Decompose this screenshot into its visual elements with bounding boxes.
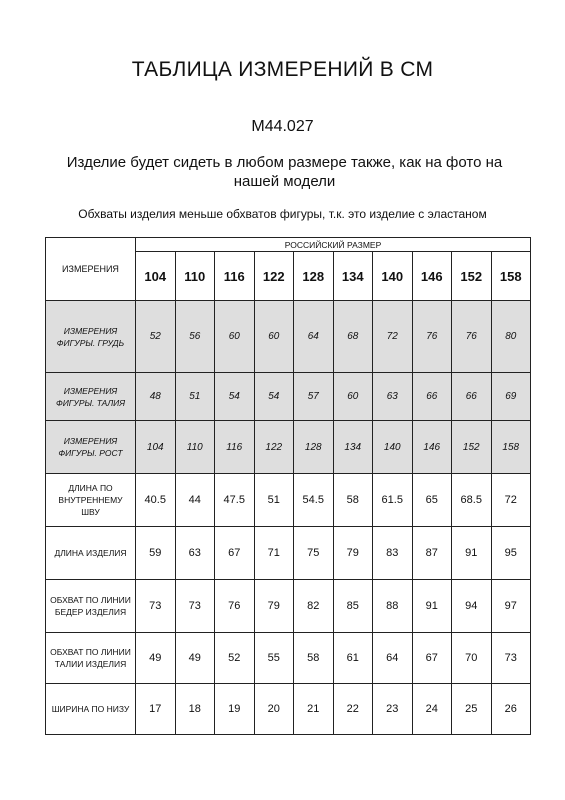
table-cell: 73: [175, 580, 215, 633]
row-label: ДЛИНА ИЗДЕЛИЯ: [46, 527, 136, 580]
table-cell: 65: [412, 474, 452, 527]
table-cell: 59: [136, 527, 176, 580]
table-cell: 57: [294, 373, 334, 421]
row-label: ИЗМЕРЕНИЯ ФИГУРЫ. ГРУДЬ: [46, 301, 136, 373]
table-cell: 18: [175, 684, 215, 735]
size-header-cell: 122: [254, 252, 294, 301]
table-cell: 19: [215, 684, 255, 735]
row-label: ОБХВАТ ПО ЛИНИИ ТАЛИИ ИЗДЕЛИЯ: [46, 633, 136, 684]
table-cell: 47.5: [215, 474, 255, 527]
table-cell: 60: [215, 301, 255, 373]
table-cell: 76: [452, 301, 492, 373]
table-cell: 26: [491, 684, 531, 735]
table-cell: 68: [333, 301, 373, 373]
table-cell: 54.5: [294, 474, 334, 527]
table-cell: 66: [452, 373, 492, 421]
table-cell: 73: [136, 580, 176, 633]
table-cell: 75: [294, 527, 334, 580]
table-row: [46, 527, 531, 580]
table-row: [46, 580, 531, 633]
table-cell: 140: [373, 421, 413, 474]
row-label: ОБХВАТ ПО ЛИНИИ БЕДЕР ИЗДЕЛИЯ: [46, 580, 136, 633]
table-cell: 146: [412, 421, 452, 474]
table-cell: 56: [175, 301, 215, 373]
table-cell: 72: [373, 301, 413, 373]
table-cell: 87: [412, 527, 452, 580]
table-cell: 69: [491, 373, 531, 421]
table-cell: 61: [333, 633, 373, 684]
table-cell: 64: [373, 633, 413, 684]
table-cell: 54: [254, 373, 294, 421]
table-cell: 49: [136, 633, 176, 684]
table-cell: 79: [333, 527, 373, 580]
table-row: [46, 421, 531, 474]
table-cell: 48: [136, 373, 176, 421]
table-cell: 71: [254, 527, 294, 580]
table-row: [46, 373, 531, 421]
table-cell: 61.5: [373, 474, 413, 527]
size-header-cell: 158: [491, 252, 531, 301]
size-header-cell: 128: [294, 252, 334, 301]
table-cell: 83: [373, 527, 413, 580]
table-row: [46, 684, 531, 735]
size-header-cell: 140: [373, 252, 413, 301]
row-label: ИЗМЕРЕНИЯ ФИГУРЫ. РОСТ: [46, 421, 136, 474]
table-row: [46, 301, 531, 373]
table-row: [46, 633, 531, 684]
table-cell: 82: [294, 580, 334, 633]
table-cell: 72: [491, 474, 531, 527]
size-header-cell: 116: [215, 252, 255, 301]
table-cell: 64: [294, 301, 334, 373]
table-cell: 134: [333, 421, 373, 474]
table-cell: 79: [254, 580, 294, 633]
size-header-group-row: [46, 238, 531, 252]
row-label: ШИРИНА ПО НИЗУ: [46, 684, 136, 735]
stretch-note: Обхваты изделия меньше обхватов фигуры, т.к. это изделие с эластаном: [78, 207, 487, 221]
size-header-cell: 146: [412, 252, 452, 301]
size-header-cell: 152: [452, 252, 492, 301]
measurements-header: ИЗМЕРЕНИЯ: [46, 238, 136, 301]
model-code: M44.027: [251, 118, 314, 135]
table-row: [46, 474, 531, 527]
table-cell: 24: [412, 684, 452, 735]
table-cell: 66: [412, 373, 452, 421]
table-cell: 17: [136, 684, 176, 735]
table-cell: 67: [215, 527, 255, 580]
table-cell: 128: [294, 421, 334, 474]
table-cell: 60: [333, 373, 373, 421]
table-cell: 63: [175, 527, 215, 580]
table-cell: 51: [254, 474, 294, 527]
table-cell: 110: [175, 421, 215, 474]
size-header-cell: 104: [136, 252, 176, 301]
size-table: [45, 237, 531, 735]
table-cell: 152: [452, 421, 492, 474]
table-cell: 88: [373, 580, 413, 633]
table-cell: 97: [491, 580, 531, 633]
table-cell: 55: [254, 633, 294, 684]
table-cell: 49: [175, 633, 215, 684]
table-cell: 95: [491, 527, 531, 580]
table-cell: 80: [491, 301, 531, 373]
table-cell: 67: [412, 633, 452, 684]
size-header-cell: 134: [333, 252, 373, 301]
table-cell: 158: [491, 421, 531, 474]
table-cell: 70: [452, 633, 492, 684]
table-cell: 25: [452, 684, 492, 735]
table-cell: 76: [215, 580, 255, 633]
table-cell: 116: [215, 421, 255, 474]
table-cell: 52: [136, 301, 176, 373]
page-title: ТАБЛИЦА ИЗМЕРЕНИЙ В СМ: [131, 58, 434, 81]
fit-note: Изделие будет сидеть в любом размере также, как на фото на нашей модели: [66, 154, 503, 190]
table-cell: 51: [175, 373, 215, 421]
table-cell: 73: [491, 633, 531, 684]
table-cell: 68.5: [452, 474, 492, 527]
size-header-cell: 110: [175, 252, 215, 301]
table-cell: 122: [254, 421, 294, 474]
table-cell: 58: [333, 474, 373, 527]
table-cell: 54: [215, 373, 255, 421]
table-cell: 21: [294, 684, 334, 735]
table-cell: 91: [412, 580, 452, 633]
table-cell: 40.5: [136, 474, 176, 527]
table-cell: 91: [452, 527, 492, 580]
table-cell: 76: [412, 301, 452, 373]
table-cell: 85: [333, 580, 373, 633]
row-label: ДЛИНА ПО ВНУТРЕННЕМУ ШВУ: [46, 474, 136, 527]
size-group-header: РОССИЙСКИЙ РАЗМЕР: [136, 238, 531, 252]
table-cell: 104: [136, 421, 176, 474]
row-label: ИЗМЕРЕНИЯ ФИГУРЫ. ТАЛИЯ: [46, 373, 136, 421]
table-cell: 63: [373, 373, 413, 421]
table-cell: 23: [373, 684, 413, 735]
table-cell: 22: [333, 684, 373, 735]
table-cell: 60: [254, 301, 294, 373]
table-cell: 20: [254, 684, 294, 735]
table-cell: 94: [452, 580, 492, 633]
table-cell: 44: [175, 474, 215, 527]
table-cell: 58: [294, 633, 334, 684]
table-cell: 52: [215, 633, 255, 684]
